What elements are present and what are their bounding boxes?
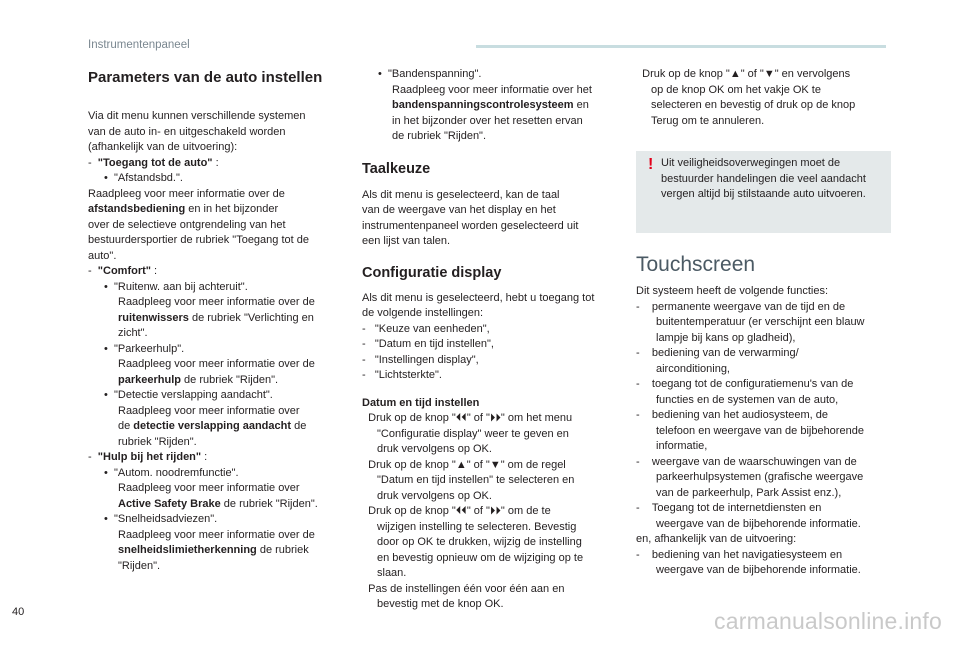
ruitenw-line: ruitenwissers de rubriek "Verlichting en: [118, 311, 314, 324]
touch-item-line: functies en de systemen van de auto,: [656, 393, 839, 406]
detectie-line: Raadpleeg voor meer informatie over: [118, 404, 300, 417]
step-1: Druk op de knop "⏴⏴" of "⏵⏵" om het menu: [368, 412, 573, 424]
touch-item-line: telefoon en weergave van de bijbehorende: [656, 424, 864, 437]
detectie-line: rubriek "Rijden".: [118, 435, 197, 448]
config-item: - "Instellingen display",: [362, 353, 479, 366]
touch-item-line: lampje bij kans op gladheid),: [656, 331, 796, 344]
item-parkeerhulp: • "Parkeerhulp".: [104, 342, 185, 355]
warning-line: vergen altijd bij stilstaande auto uitvoeren.: [661, 188, 866, 200]
touch-item-line: airconditioning,: [656, 362, 730, 375]
taal-line: van de weergave van het display en het: [362, 204, 556, 216]
column-right: [636, 67, 894, 129]
section-title-config: Configuratie display: [362, 264, 502, 281]
down-icon: ▼: [489, 458, 501, 471]
banden-line: in het bijzonder over het resetten ervan: [392, 114, 583, 127]
section-title-taalkeuze: Taalkeuze: [362, 160, 431, 177]
touch-item-line: informatie,: [656, 440, 708, 452]
subhead-datum: Datum en tijd instellen: [362, 396, 480, 409]
afst-line: over de selectieve ontgrendeling van het: [88, 218, 286, 231]
up-icon: ▲: [729, 68, 741, 80]
touch-item: - permanente weergave van de tijd en de: [636, 300, 846, 313]
step-line: wijzigen instelling te selecteren. Bevestig: [377, 520, 577, 533]
forward-icon: ⏵⏵: [489, 412, 501, 424]
snelheid-line: "Rijden".: [118, 559, 161, 572]
running-header: Instrumentenpaneel: [88, 39, 190, 51]
step-confirm: Druk op de knop "▲" of "▼" en vervolgens: [642, 68, 851, 80]
rewind-icon: ⏴⏴: [455, 505, 467, 517]
afst-line: auto".: [88, 249, 117, 262]
touch-mid: en, afhankelijk van de uitvoering:: [636, 533, 797, 545]
touch-item: - Toegang tot de internetdiensten en: [636, 502, 822, 514]
autom-line: Active Safety Brake de rubriek "Rijden".: [118, 497, 318, 510]
banden-line: bandenspanningscontrolesysteem en: [392, 99, 589, 111]
touch-item: - bediening van de verwarming/: [636, 347, 799, 359]
menu-toegang: - "Toegang tot de auto" :: [88, 156, 219, 169]
touch-item-line: weergave van de bijbehorende informatie.: [656, 564, 861, 576]
taal-line: Als dit menu is geselecteerd, kan de taal: [362, 188, 560, 201]
item-afstandsbd: • "Afstandsbd.".: [104, 172, 183, 184]
step-line: selecteren en bevestig of druk op de knop: [651, 99, 856, 111]
parkeer-line: Raadpleeg voor meer informatie over de: [118, 358, 315, 370]
intro-line: (afhankelijk van de uitvoering):: [88, 141, 238, 153]
touchscreen-section: [636, 251, 894, 579]
touch-item-line: van de parkeerhulp, Park Assist enz.),: [656, 486, 842, 499]
touch-item-line: weergave van de bijbehorende informatie.: [656, 517, 861, 530]
snelheid-line: snelheidslimietherkenning de rubriek: [118, 544, 309, 556]
detectie-line: de detectie verslapping aandacht de: [118, 420, 307, 432]
menu-comfort: - "Comfort" :: [88, 265, 158, 277]
step-line: druk vervolgens op OK.: [377, 489, 492, 502]
touch-item: - toegang tot de configuratiemenu's van de: [636, 378, 854, 390]
step-3: Druk op de knop "⏴⏴" of "⏵⏵" om de te: [368, 505, 551, 517]
ruitenw-line: Raadpleeg voor meer informatie over de: [118, 296, 315, 308]
ruitenw-line: zicht".: [118, 327, 148, 339]
touch-item-line: parkeerhulpsystemen (grafische weergave: [656, 471, 864, 483]
taal-line: een lijst van talen.: [362, 235, 451, 247]
down-icon: ▼: [763, 68, 775, 80]
step-line: druk vervolgens op OK.: [377, 443, 492, 455]
touch-item-line: buitentemperatuur (er verschijnt een blauw: [656, 316, 865, 328]
step-line: Terug om te annuleren.: [651, 114, 765, 127]
forward-icon: ⏵⏵: [489, 505, 501, 517]
item-snelheid: • "Snelheidsadviezen".: [104, 513, 218, 525]
step-line: door op OK te drukken, wijzig de instelling: [377, 536, 582, 548]
page-number: 40: [12, 606, 25, 618]
afst-line: Raadpleeg voor meer informatie over de: [88, 187, 285, 200]
taal-line: instrumentenpaneel worden geselecteerd uit: [362, 219, 579, 232]
header-accent-bar: [476, 45, 886, 48]
intro-line: Via dit menu kunnen verschillende systemen: [88, 110, 306, 122]
up-icon: ▲: [455, 458, 467, 471]
step-line: op de knop OK om het vakje OK te: [651, 83, 821, 96]
afst-line: afstandsbediening en in het bijzonder: [88, 203, 279, 215]
step-line: bevestig met de knop OK.: [377, 598, 504, 610]
warning-line: Uit veiligheidsoverwegingen moet de: [661, 157, 841, 169]
autom-line: Raadpleeg voor meer informatie over: [118, 482, 300, 494]
config-item: - "Lichtsterkte".: [362, 369, 442, 381]
column-middle: [362, 67, 610, 613]
step-line: "Configuratie display" weer te geven en: [377, 427, 569, 440]
column-left: [88, 64, 338, 574]
item-ruitenw: • "Ruitenw. aan bij achteruit".: [104, 280, 248, 293]
banden-line: de rubriek "Rijden".: [392, 130, 487, 142]
parkeer-line: parkeerhulp de rubriek "Rijden".: [118, 373, 279, 386]
afst-line: bestuurdersportier de rubriek "Toegang tot de: [88, 234, 309, 246]
step-line: "Datum en tijd instellen" te selecteren en: [377, 474, 575, 486]
touch-intro: Dit systeem heeft de volgende functies:: [636, 285, 828, 297]
item-autom: • "Autom. noodremfunctie".: [104, 466, 239, 479]
rewind-icon: ⏴⏴: [455, 412, 467, 424]
step-line: en bevestig opnieuw om de wijziging op te: [377, 551, 584, 564]
item-detectie: • "Detectie verslapping aandacht".: [104, 389, 273, 401]
snelheid-line: Raadpleeg voor meer informatie over de: [118, 528, 315, 541]
intro-line: van de auto in- en uitgeschakeld worden: [88, 125, 286, 138]
step-4: Pas de instellingen één voor één aan en: [368, 582, 565, 595]
touch-item: - weergave van de waarschuwingen van de: [636, 455, 857, 468]
step-line: slaan.: [377, 567, 407, 579]
menu-hulp: - "Hulp bij het rijden" :: [88, 451, 208, 463]
step-2: Druk op de knop "▲" of "▼" om de regel: [368, 458, 566, 471]
config-line: de volgende instellingen:: [362, 307, 484, 319]
warning-box: [636, 151, 891, 233]
config-item: - "Datum en tijd instellen",: [362, 338, 494, 350]
warning-line: bestuurder handelingen die veel aandacht: [661, 172, 866, 185]
config-line: Als dit menu is geselecteerd, hebt u toegang tot: [362, 291, 595, 304]
item-banden: • "Bandenspanning".: [378, 68, 482, 80]
section-title-touchscreen: Touchscreen: [636, 253, 756, 276]
warning-text: [661, 156, 887, 203]
touch-item: - bediening van het audiosysteem, de: [636, 409, 829, 421]
section-title-parameters: Parameters van de auto instellen: [88, 69, 323, 86]
watermark: carmanualsonline.info: [714, 608, 942, 634]
touch-item: - bediening van het navigatiesysteem en: [636, 548, 843, 561]
config-item: - "Keuze van eenheden",: [362, 322, 490, 335]
banden-line: Raadpleeg voor meer informatie over het: [392, 83, 592, 96]
warning-icon: !: [648, 156, 654, 173]
